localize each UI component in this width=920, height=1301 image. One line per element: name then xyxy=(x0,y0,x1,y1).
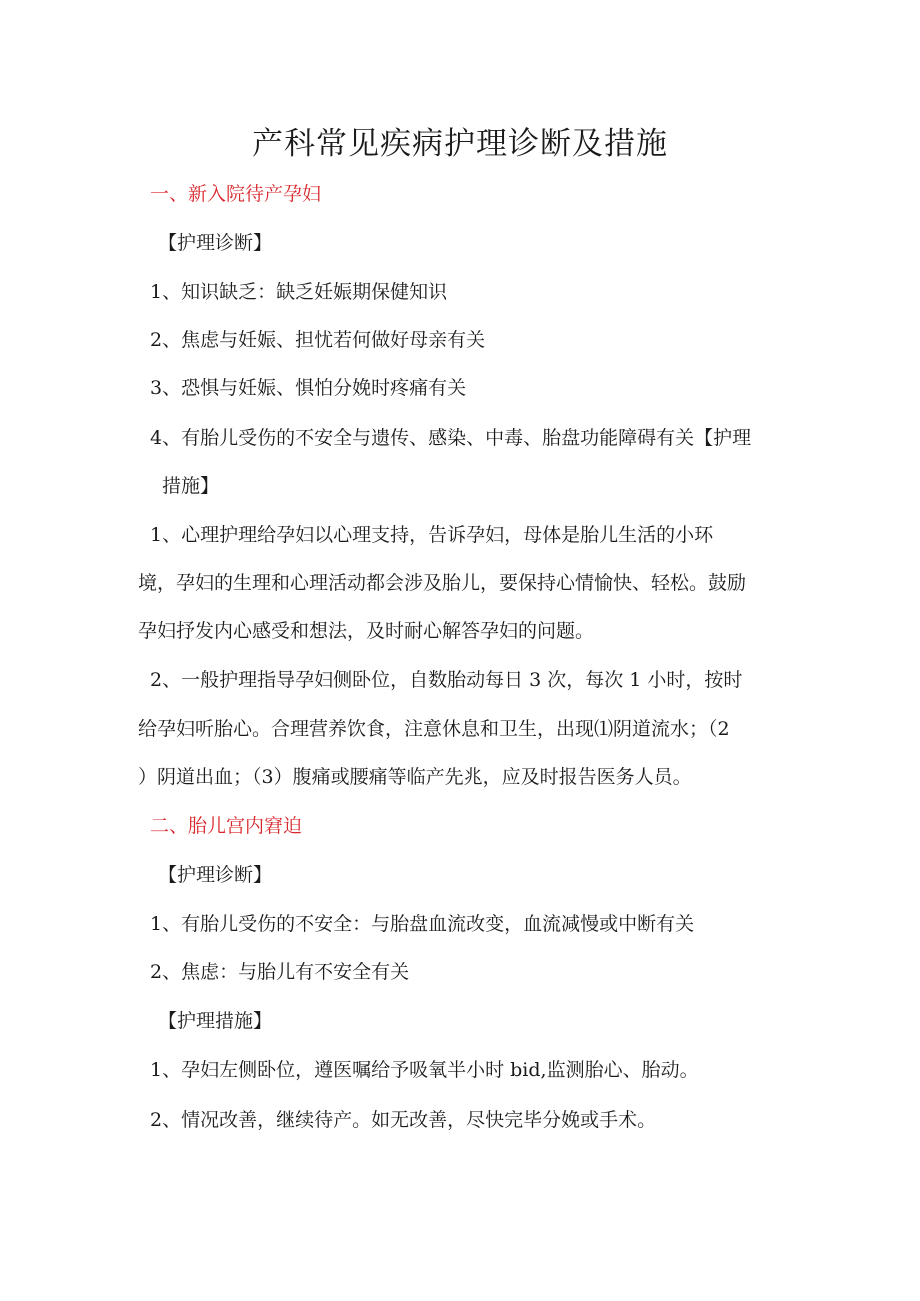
diagnosis-label-2: 【护理诊断】 xyxy=(158,864,273,886)
measure-item: 1、孕妇左侧卧位，遵医嘱给予吸氧半小时 bid,监测胎心、胎动。 xyxy=(150,1059,699,1081)
diagnosis-item: 4、有胎儿受伤的不安全与遗传、感染、中毒、胎盘功能障碍有关【护理 xyxy=(150,427,752,449)
measure-line: 境，孕妇的生理和心理活动都会涉及胎儿，要保持心情愉快、轻松。鼓励 xyxy=(138,572,747,594)
measures-label-2: 【护理措施】 xyxy=(158,1010,273,1032)
section-heading-1: 一、新入院待产孕妇 xyxy=(150,183,322,205)
measure-line: ）阴道出血；（3）腹痛或腰痛等临产先兆，应及时报告医务人员。 xyxy=(138,766,692,788)
diagnosis-label-1: 【护理诊断】 xyxy=(158,232,273,254)
measure-line: 孕妇抒发内心感受和想法，及时耐心解答孕妇的问题。 xyxy=(138,620,595,642)
measure-line: 给孕妇听胎心。合理营养饮食，注意休息和卫生，出现⑴阴道流水；（2 xyxy=(138,718,730,740)
section-heading-2: 二、胎儿宫内窘迫 xyxy=(150,815,303,837)
measure-item: 2、情况改善，继续待产。如无改善，尽快完毕分娩或手术。 xyxy=(150,1109,657,1131)
page-title: 产科常见疾病护理诊断及措施 xyxy=(252,126,668,162)
diagnosis-item: 1、有胎儿受伤的不安全：与胎盘血流改变，血流减慢或中断有关 xyxy=(150,913,695,935)
diagnosis-item: 1、知识缺乏：缺乏妊娠期保健知识 xyxy=(150,281,448,303)
measure-line: 1、心理护理给孕妇以心理支持，告诉孕妇，母体是胎儿生活的小环 xyxy=(150,524,714,546)
measure-line: 2、一般护理指导孕妇侧卧位，自数胎动每日 3 次，每次 1 小时，按时 xyxy=(150,669,743,691)
measures-label-continued: 措施】 xyxy=(162,475,220,497)
diagnosis-item: 2、焦虑：与胎儿有不安全有关 xyxy=(150,961,410,983)
diagnosis-item: 3、恐惧与妊娠、惧怕分娩时疼痛有关 xyxy=(150,377,467,399)
diagnosis-item: 2、焦虑与妊娠、担忧若何做好母亲有关 xyxy=(150,329,486,351)
